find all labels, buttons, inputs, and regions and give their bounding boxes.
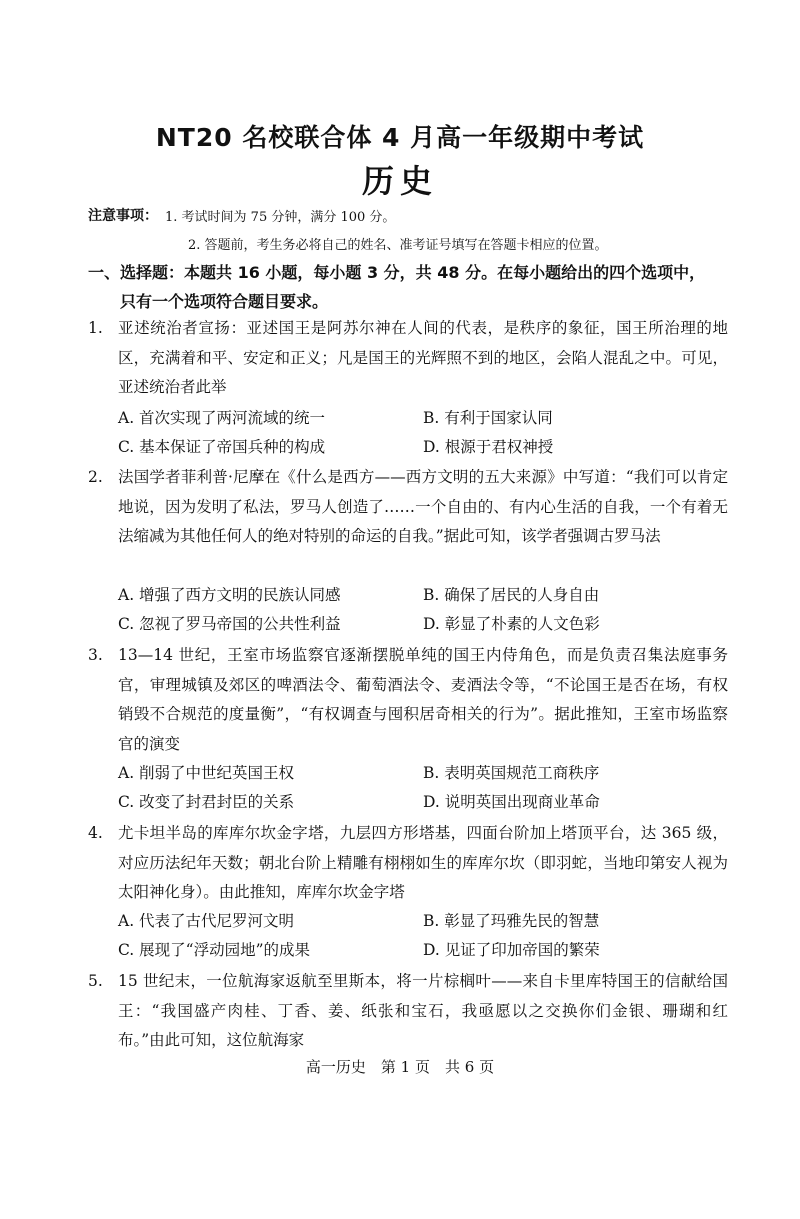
question-number: 1. bbox=[88, 319, 103, 337]
question-stem: 13—14 世纪，王室市场监察官逐渐摆脱单纯的国王内侍角色，而是负责召集法庭事务官，审理城镇及郊区的啤酒法令、葡萄酒法令、麦酒法令等，“不论国王是否在场，有权销毁不合规范的度量衡”，“有权调查与囤积居奇相关的行为”。据此推知，王室市场监察官的演变 bbox=[118, 646, 728, 753]
subject-title: 历史 bbox=[361, 162, 438, 200]
option-c: C. 改变了封君封臣的关系 bbox=[118, 793, 295, 811]
question-4 bbox=[88, 819, 728, 908]
question-number: 3. bbox=[88, 646, 103, 664]
question-number: 5. bbox=[88, 972, 103, 990]
option-c: C. 展现了“浮动园地”的成果 bbox=[118, 941, 311, 959]
question-number: 2. bbox=[88, 468, 103, 486]
option-b: B. 彰显了玛雅先民的智慧 bbox=[423, 912, 600, 930]
option-d: D. 根源于君权神授 bbox=[423, 438, 554, 456]
question-stem: 15 世纪末，一位航海家返航至里斯本，将一片棕榈叶——来自卡里库特国王的信献给国王：“我国盛产肉桂、丁香、姜、纸张和宝石，我亟愿以之交换你们金银、珊瑚和红布。”由此可知，这位航海家 bbox=[118, 972, 728, 1049]
option-c: C. 忽视了罗马帝国的公共性利益 bbox=[118, 615, 341, 633]
question-2 bbox=[88, 463, 728, 552]
option-d: D. 说明英国出现商业革命 bbox=[423, 793, 600, 811]
option-a: A. 首次实现了两河流域的统一 bbox=[118, 409, 326, 427]
option-b: B. 确保了居民的人身自由 bbox=[423, 586, 600, 604]
question-3 bbox=[88, 641, 728, 759]
question-1 bbox=[88, 314, 728, 403]
page-footer: 高一历史 第 1 页 共 6 页 bbox=[305, 1058, 495, 1076]
option-b: B. 有利于国家认同 bbox=[423, 409, 553, 427]
option-a: A. 增强了西方文明的民族认同感 bbox=[118, 586, 341, 604]
question-5 bbox=[88, 967, 728, 1056]
notice-label: 注意事项： bbox=[88, 208, 158, 224]
option-b: B. 表明英国规范工商秩序 bbox=[423, 764, 600, 782]
option-d: D. 彰显了朴素的人文色彩 bbox=[423, 615, 600, 633]
question-number: 4. bbox=[88, 824, 103, 842]
question-stem: 尤卡坦半岛的库库尔坎金字塔，九层四方形塔基，四面台阶加上塔顶平台，达 365 级，对应历法纪年天数；朝北台阶上精雕有栩栩如生的库库尔坎（即羽蛇，当地印第安人视为太阳神化身）。由此推知，库库尔坎金字塔 bbox=[118, 824, 728, 901]
section-heading-continued: 只有一个选项符合题目要求。 bbox=[120, 292, 329, 311]
question-stem: 亚述统治者宣扬：亚述国王是阿苏尔神在人间的代表，是秩序的象征，国王所治理的地区，充满着和平、安定和正义；凡是国王的光辉照不到的地区，会陷人混乱之中。可见，亚述统治者此举 bbox=[118, 319, 728, 396]
exam-title: NT20 名校联合体 4 月高一年级期中考试 bbox=[155, 123, 645, 152]
notice-item-2: 2. 答题前，考生务必将自己的姓名、准考证号填写在答题卡相应的位置。 bbox=[188, 238, 608, 253]
option-d: D. 见证了印加帝国的繁荣 bbox=[423, 941, 600, 959]
option-a: A. 削弱了中世纪英国王权 bbox=[118, 764, 295, 782]
notice-item-1: 1. 考试时间为 75 分钟，满分 100 分。 bbox=[165, 210, 396, 225]
option-c: C. 基本保证了帝国兵种的构成 bbox=[118, 438, 326, 456]
question-stem: 法国学者菲利普·尼摩在《什么是西方——西方文明的五大来源》中写道：“我们可以肯定地说，因为发明了私法，罗马人创造了……一个自由的、有内心生活的自我，一个有着无法缩减为其他任何人的绝对特别的命运的自我。”据此可知，该学者强调古罗马法 bbox=[118, 468, 728, 545]
option-a: A. 代表了古代尼罗河文明 bbox=[118, 912, 295, 930]
section-heading: 一、选择题：本题共 16 小题，每小题 3 分，共 48 分。在每小题给出的四个选项中， bbox=[88, 263, 706, 282]
